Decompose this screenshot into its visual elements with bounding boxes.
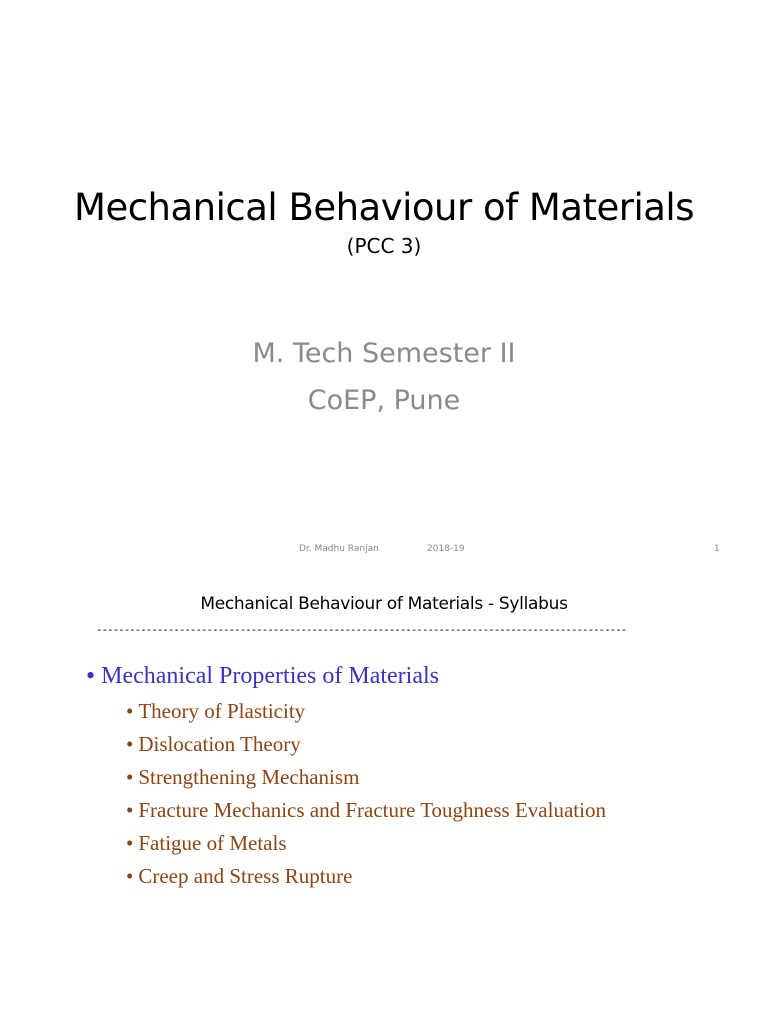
bullet-icon: •: [86, 661, 96, 690]
bullet-icon: •: [126, 864, 134, 888]
slide-2: [0, 566, 768, 1024]
sub-topic-list: [126, 697, 606, 895]
sub-topic-label: Dislocation Theory: [138, 732, 301, 756]
syllabus-title: Mechanical Behaviour of Materials - Syllabus: [200, 594, 568, 614]
sub-topic-label: Strengthening Mechanism: [138, 765, 360, 789]
dashed-divider: ------------------------------------------------------------------------------------------------: [96, 623, 627, 636]
bullet-icon: •: [126, 798, 134, 822]
program-line: M. Tech Semester II: [252, 338, 516, 369]
list-item: [126, 829, 606, 862]
main-topic-label: Mechanical Properties of Materials: [101, 663, 439, 689]
main-topic: [86, 660, 439, 690]
list-item: [126, 862, 606, 895]
bullet-icon: •: [126, 765, 134, 789]
list-item: [126, 763, 606, 796]
bullet-icon: •: [126, 831, 134, 855]
institute-line: CoEP, Pune: [307, 385, 461, 416]
list-item: [126, 697, 606, 730]
footer-year: 2018-19: [427, 544, 465, 554]
sub-topic-label: Fatigue of Metals: [138, 831, 287, 855]
slide-title: Mechanical Behaviour of Materials: [74, 186, 694, 229]
sub-topic-label: Creep and Stress Rupture: [138, 864, 353, 888]
bullet-icon: •: [126, 699, 134, 723]
list-item: [126, 730, 606, 763]
sub-topic-label: Theory of Plasticity: [138, 699, 306, 723]
bullet-icon: •: [126, 732, 134, 756]
slide-subtitle: (PCC 3): [346, 234, 422, 258]
footer-author: Dr. Madhu Ranjan: [299, 544, 379, 554]
footer-page-number: 1: [714, 544, 720, 554]
list-item: [126, 796, 606, 829]
sub-topic-label: Fracture Mechanics and Fracture Toughness Evaluation: [138, 798, 606, 822]
